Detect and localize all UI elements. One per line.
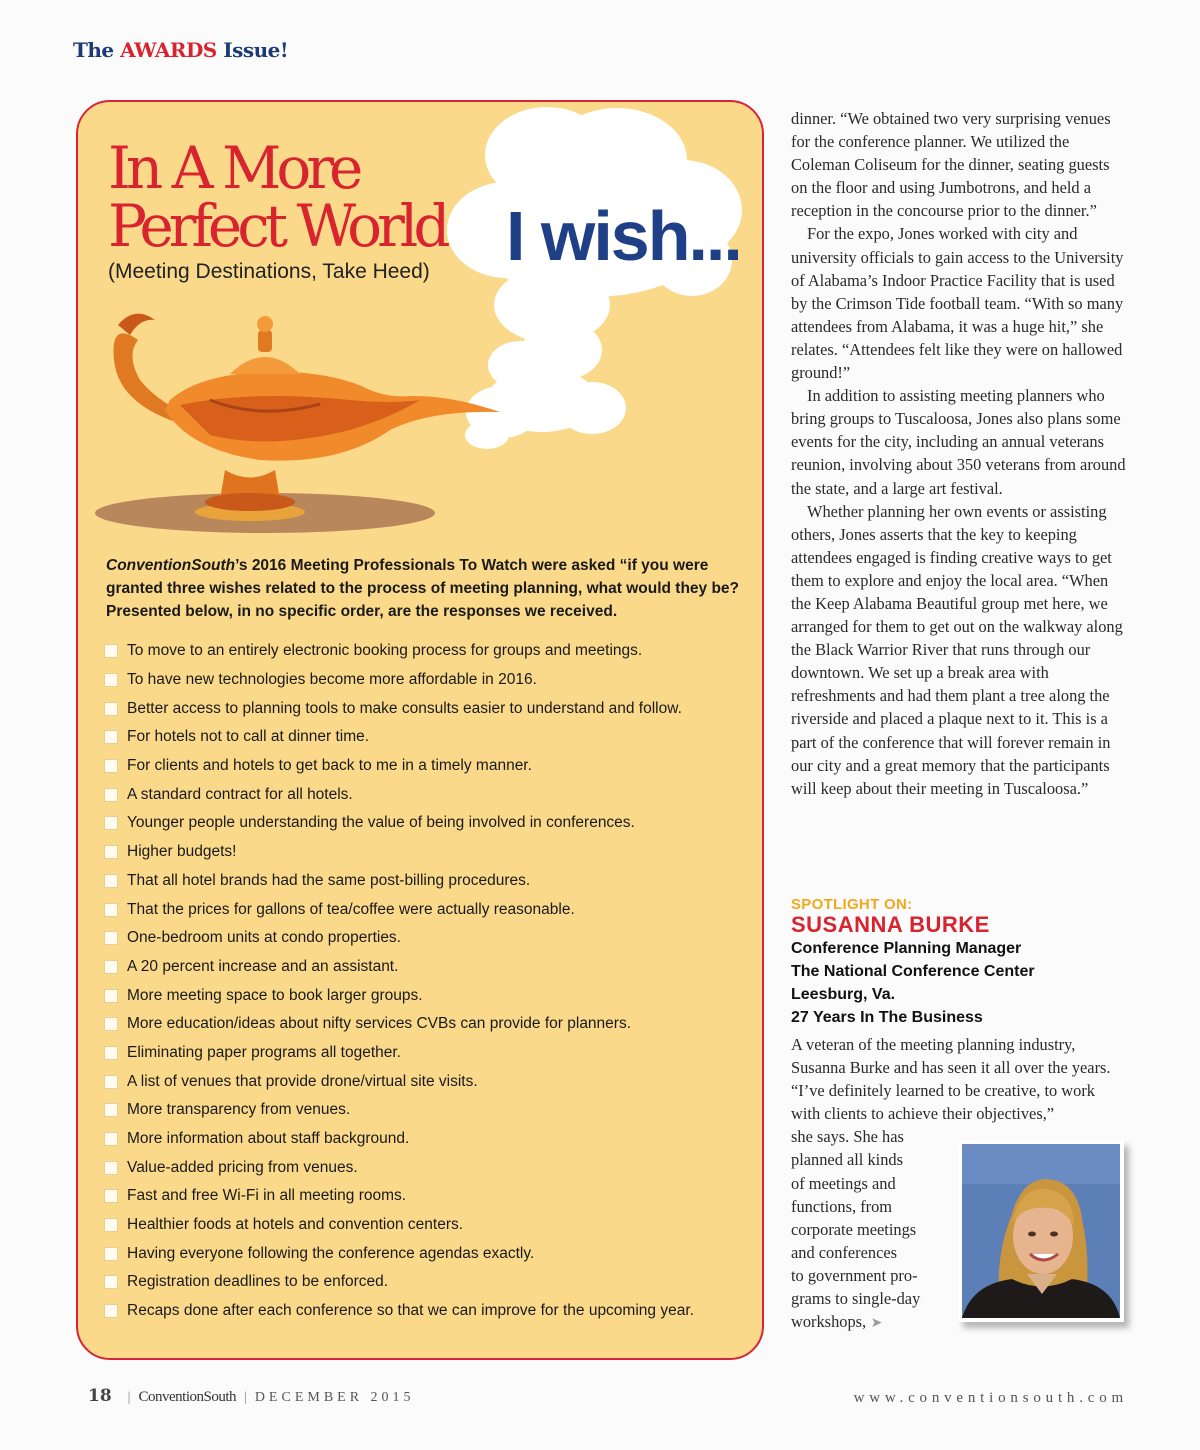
spotlight-kicker: SPOTLIGHT ON: <box>791 896 913 913</box>
arrow-right-icon: ➤ <box>866 1315 883 1332</box>
wish-list-item <box>104 981 754 1010</box>
wish-list-item <box>104 1297 754 1326</box>
wish-list-item <box>104 924 754 953</box>
wish-text: For hotels not to call at dinner time. <box>127 728 370 746</box>
wish-list-item <box>104 1153 754 1182</box>
wish-list-item <box>104 1211 754 1240</box>
wish-text: That the prices for gallons of tea/coffee were actually reasonable. <box>127 900 575 918</box>
checkbox-icon <box>104 1075 118 1089</box>
checkbox-icon <box>104 730 118 744</box>
wish-list-item <box>104 809 754 838</box>
checkbox-icon <box>104 1218 118 1232</box>
wish-list-item <box>104 637 754 666</box>
footer-separator: | <box>244 1390 247 1405</box>
spotlight-line-text: to government pro- <box>791 1265 918 1285</box>
issue-tag-suffix: Issue! <box>216 38 289 62</box>
website-url: www.conventionsouth.com <box>853 1390 1128 1406</box>
wish-text: Higher budgets! <box>127 843 237 861</box>
spotlight-line-text: workshops, <box>791 1312 867 1332</box>
wish-list-item <box>104 1067 754 1096</box>
article-paragraph: Whether planning her own events or assisting others, Jones asserts that the key to keeping attendees engaged is finding creative ways to get them to explore and enjoy the local area. “When the Keep Alabama Beautiful group met here, we arranged for them to get out on the walkway along the Black Warrior River that runs through our downtown. We set up a break area with refreshments and had them plant a tree along the riverside and placed a plaque next to it. This is a part of the conference that will forever remain in our city and a great memory that the participants will keep about their meeting in Tuscaloosa.” <box>791 501 1123 798</box>
checkbox-icon <box>104 1046 118 1060</box>
spotlight-line-text: corporate meetings <box>791 1219 917 1239</box>
checkbox-icon <box>104 1275 118 1289</box>
issue-date: DECEMBER 2015 <box>254 1390 415 1405</box>
wish-text: That all hotel brands had the same post-billing procedures. <box>127 871 531 889</box>
subhead: (Meeting Destinations, Take Heed) <box>108 260 430 283</box>
wish-list-item <box>104 1268 754 1297</box>
issue-tag-highlight: AWARDS <box>120 38 217 62</box>
wish-list-item <box>104 895 754 924</box>
spotlight-line-text: functions, from <box>791 1196 893 1216</box>
checkbox-icon <box>104 816 118 830</box>
issue-tag <box>73 38 288 62</box>
checkbox-icon <box>104 1189 118 1203</box>
intro-text <box>106 554 746 623</box>
checkbox-icon <box>104 1161 118 1175</box>
wish-text: Recaps done after each conference so that we can improve for the upcoming year. <box>127 1302 694 1320</box>
footer-separator: | <box>127 1390 131 1405</box>
spotlight-line-text: planned all kinds <box>791 1150 903 1170</box>
wish-list-item <box>104 838 754 867</box>
genie-lamp-illustration <box>90 300 520 540</box>
wish-text: A standard contract for all hotels. <box>127 785 353 803</box>
intro-publication: ConventionSouth <box>106 557 236 574</box>
portrait-image <box>962 1144 1120 1318</box>
spotlight-title: Conference Planning Manager <box>791 940 1022 957</box>
checkbox-icon <box>104 702 118 716</box>
wish-text: Registration deadlines to be enforced. <box>127 1273 389 1291</box>
wish-list-item <box>104 1039 754 1068</box>
checkbox-icon <box>104 1017 118 1031</box>
spotlight-years: 27 Years In The Business <box>791 1009 983 1026</box>
footer-left <box>88 1386 415 1406</box>
wish-text: Value-added pricing from venues. <box>127 1158 358 1176</box>
checkbox-icon <box>104 759 118 773</box>
issue-tag-prefix: The <box>73 38 121 62</box>
wish-text: A 20 percent increase and an assistant. <box>127 957 399 975</box>
spotlight-line-text: grams to single-day <box>791 1289 921 1309</box>
wish-list-item <box>104 867 754 896</box>
wish-list-item <box>104 666 754 695</box>
portrait-photo <box>958 1140 1124 1322</box>
article-paragraph: dinner. “We obtained two very surprising venues for the conference planner. We utilized the Coleman Coliseum for the dinner, seating guests on the floor and using Jumbotrons, and held a reception in the concourse prior to the dinner.” <box>791 109 1111 221</box>
wish-text: More transparency from venues. <box>127 1101 351 1119</box>
checkbox-icon <box>104 960 118 974</box>
wish-list-item <box>104 1010 754 1039</box>
wish-text: One-bedroom units at condo properties. <box>127 929 401 947</box>
magazine-name: ConventionSouth <box>138 1389 236 1405</box>
wish-list-item <box>104 1182 754 1211</box>
checkbox-icon <box>104 1304 118 1318</box>
wish-text: More education/ideas about nifty services CVBs can provide for planners. <box>127 1015 632 1033</box>
spotlight-org: The National Conference Center <box>791 963 1035 980</box>
wish-list-item <box>104 780 754 809</box>
wish-list-item <box>104 723 754 752</box>
wish-text: Eliminating paper programs all together. <box>127 1043 401 1061</box>
wish-text: Younger people understanding the value of being involved in conferences. <box>127 814 635 832</box>
wish-list-item <box>104 953 754 982</box>
checkbox-icon <box>104 845 118 859</box>
checkbox-icon <box>104 903 118 917</box>
wish-text: A list of venues that provide drone/virtual site visits. <box>127 1072 478 1090</box>
spotlight-line-text: of meetings and <box>791 1173 896 1193</box>
checkbox-icon <box>104 1132 118 1146</box>
wish-text: To have new technologies become more affordable in 2016. <box>127 671 537 689</box>
wish-list-item <box>104 1125 754 1154</box>
article-column <box>791 107 1126 800</box>
checkbox-icon <box>104 989 118 1003</box>
spotlight-line-text: and conferences <box>791 1242 898 1262</box>
spotlight-location: Leesburg, Va. <box>791 986 896 1003</box>
wish-text: More meeting space to book larger groups. <box>127 986 423 1004</box>
checkbox-icon <box>104 931 118 945</box>
spotlight-header <box>791 896 1131 1029</box>
wish-text: More information about staff background. <box>127 1130 410 1148</box>
wish-text: To move to an entirely electronic booking process for groups and meetings. <box>127 642 643 660</box>
spotlight-line-text: she says. She has <box>791 1127 904 1147</box>
article-paragraph: For the expo, Jones worked with city and university officials to gain access to the University of Alabama’s Indoor Practice Facility that is used by the Crimson Tide football team. “With so many attendees from Alabama, it was a huge hit,” she relates. “Attendees felt like they were on hallowed ground!” <box>791 224 1124 383</box>
title-line-2: Perfect World <box>108 192 446 260</box>
lamp-icon <box>90 300 520 535</box>
checkbox-icon <box>104 644 118 658</box>
intro-body: ’s 2016 Meeting Professionals To Watch were asked “if you were granted three wishes related to the process of meeting planning, what would they be? Presented below, in no specific order, are the responses we received. <box>106 557 740 620</box>
page-title <box>108 134 488 260</box>
wish-text: Healthier foods at hotels and convention centers. <box>127 1216 464 1234</box>
checkbox-icon <box>104 874 118 888</box>
wish-list-item <box>104 694 754 723</box>
title-line-1: In A More <box>108 134 359 202</box>
checkbox-icon <box>104 1247 118 1261</box>
spotlight-body-text: A veteran of the meeting planning industry, Susanna Burke and has seen it all over the years. “I’ve definitely learned to be creative, to work with clients to achieve their objectives,” <box>791 1035 1111 1124</box>
wish-list-item <box>104 1096 754 1125</box>
page-number: 18 <box>88 1386 112 1406</box>
wish-text: Having everyone following the conference agendas exactly. <box>127 1244 535 1262</box>
spotlight-name: SUSANNA BURKE <box>791 912 990 937</box>
wish-text: For clients and hotels to get back to me in a timely manner. <box>127 757 532 775</box>
i-wish-text: I wish... <box>506 197 741 275</box>
checkbox-icon <box>104 1103 118 1117</box>
wish-text: Better access to planning tools to make consults easier to understand and follow. <box>127 699 682 717</box>
checkbox-icon <box>104 673 118 687</box>
article-paragraph: In addition to assisting meeting planners who bring groups to Tuscaloosa, Jones also plans some events for the city, including an annual veterans reunion, involving about 350 veterans from around the state, and a large art festival. <box>791 386 1126 498</box>
wish-list <box>104 637 754 1326</box>
wish-list-item <box>104 752 754 781</box>
checkbox-icon <box>104 788 118 802</box>
wish-text: Fast and free Wi-Fi in all meeting rooms. <box>127 1187 407 1205</box>
wish-list-item <box>104 1239 754 1268</box>
